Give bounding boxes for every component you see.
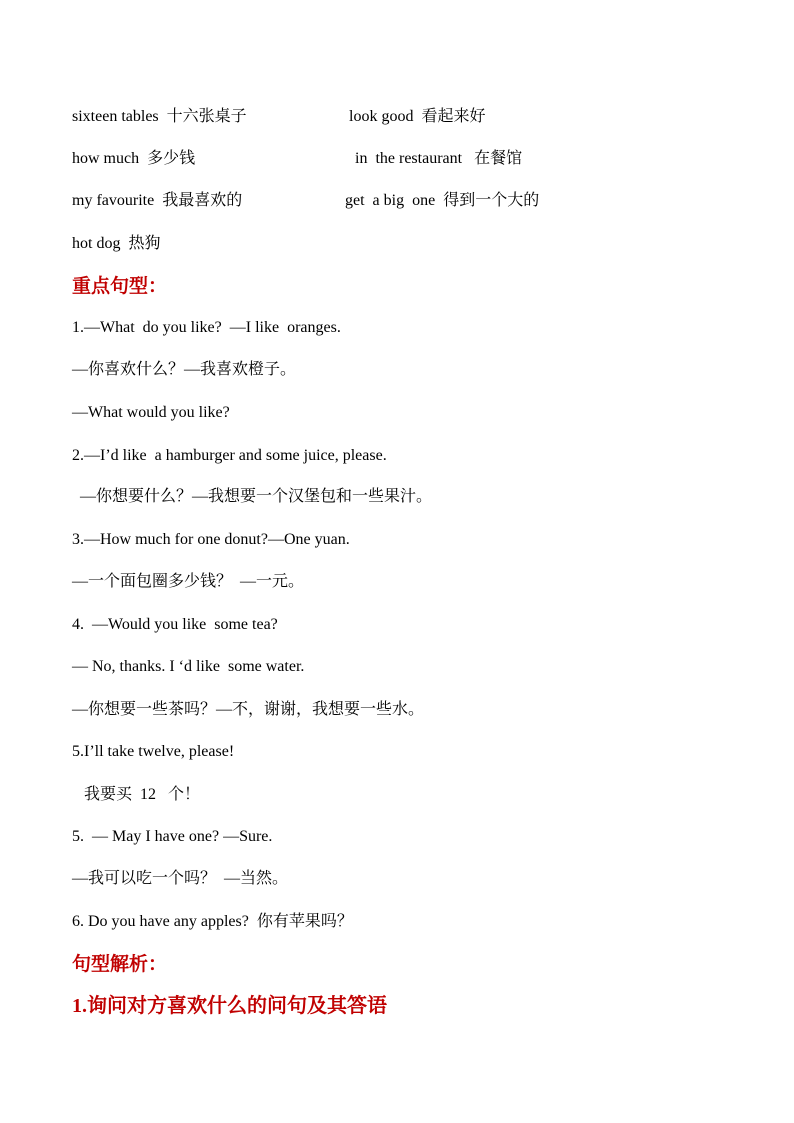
sentence-line: 我要买 12 个！	[72, 786, 201, 803]
section-heading-patterns: 重点句型：	[72, 276, 168, 297]
sentence-line: 1.—What do you like? —I like oranges.	[72, 319, 341, 336]
sentence-line: 4. —Would you like some tea?	[72, 616, 278, 633]
sentence-line: 5. — May I have one? —Sure.	[72, 828, 273, 845]
sentence-line: —一个面包圈多少钱？ —一元。	[72, 573, 305, 590]
sentence-line: 3.—How much for one donut?—One yuan.	[72, 531, 350, 548]
vocab-left-1: sixteen tables 十六张桌子	[72, 108, 247, 125]
section-heading-analysis: 句型解析：	[72, 954, 168, 975]
vocab-left-4: hot dog 热狗	[72, 235, 161, 252]
sentence-line: —你想要一些茶吗？—不，谢谢，我想要一些水。	[72, 701, 425, 718]
sentence-line: — No, thanks. I ‘d like some water.	[72, 658, 305, 675]
sentence-line: —你喜欢什么？—我喜欢橙子。	[72, 361, 297, 378]
sentence-line: —你想要什么？—我想要一个汉堡包和一些果汁。	[72, 488, 433, 505]
sentence-line: —我可以吃一个吗？ —当然。	[72, 870, 289, 887]
vocab-right-3: get a big one 得到一个大的	[345, 192, 540, 209]
vocab-left-2: how much 多少钱	[72, 150, 196, 167]
sentence-line: 2.—I’d like a hamburger and some juice, please.	[72, 447, 387, 464]
sentence-line: 6. Do you have any apples? 你有苹果吗？	[72, 913, 353, 930]
subsection-heading: 1.询问对方喜欢什么的问句及其答语	[72, 995, 387, 1017]
sentence-line: 5.I’ll take twelve, please!	[72, 743, 235, 760]
vocab-right-2: in the restaurant 在餐馆	[355, 150, 523, 167]
vocab-right-1: look good 看起来好	[349, 108, 486, 125]
sentence-line: —What would you like?	[72, 404, 230, 421]
vocab-left-3: my favourite 我最喜欢的	[72, 192, 243, 209]
